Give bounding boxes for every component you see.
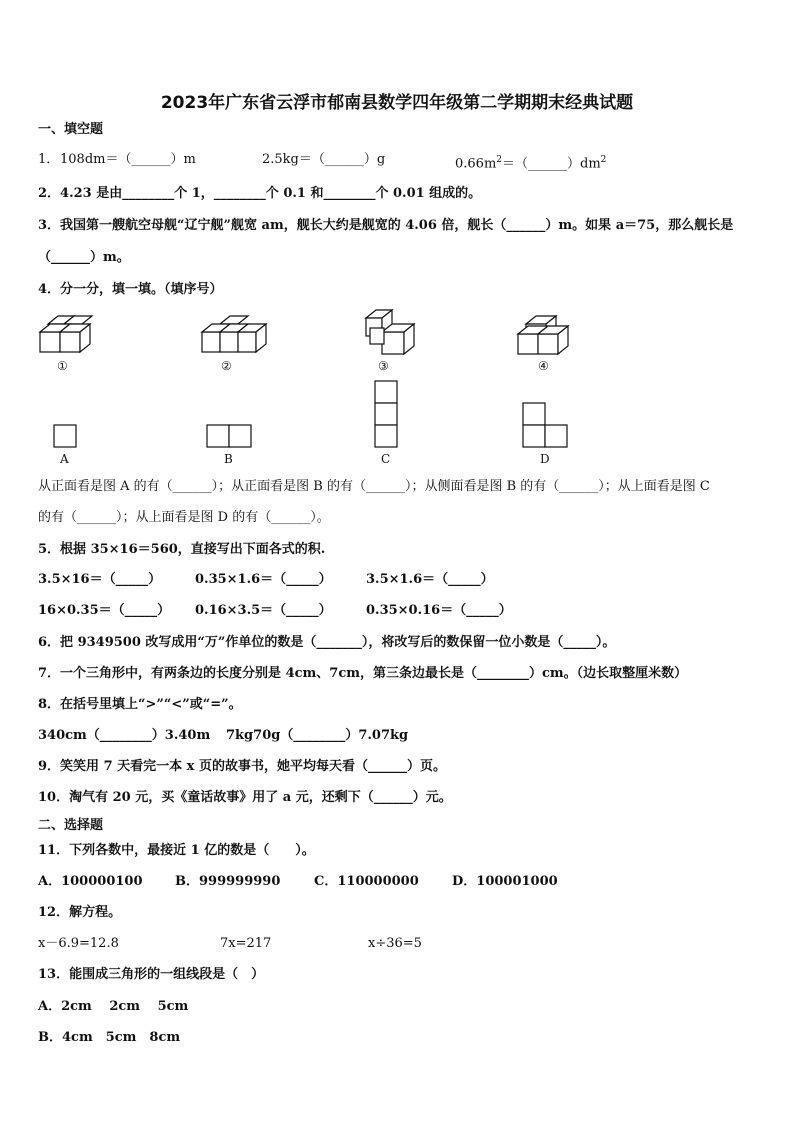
q2-text: 2．4.23 是由________个 1，________个 0.1 和________个 0.01 组成的。 <box>38 186 482 201</box>
solid-4-figure <box>518 316 568 354</box>
q8-prompt: 8．在括号里填上“>”“<”或“=”。 <box>38 697 242 712</box>
solid-4-label: ④ <box>538 359 549 373</box>
solid-2-figure <box>202 316 266 352</box>
q7-text: 7．一个三角形中，有两条边的长度分别是 4cm、7cm，第三条边最长是（________）cm。（边长取整厘米数） <box>38 666 688 681</box>
q5-item: 0.35×1.6＝（_____） <box>195 572 332 587</box>
q1-c-exponent: 2 <box>496 155 503 165</box>
section-fill-in: 一、填空题 <box>38 122 104 137</box>
section-choice: 二、选择题 <box>38 818 104 833</box>
view-d-figure <box>523 403 567 447</box>
q8-item: 7kg70g（________）7.07kg <box>226 728 409 743</box>
view-a-figure <box>54 425 76 447</box>
q11-option-b: B．999999990 <box>175 874 281 889</box>
q12-prompt: 12．解方程。 <box>38 905 122 920</box>
q9-text: 9．笑笑用 7 天看完一本 x 页的故事书，她平均每天看（______）页。 <box>38 759 446 774</box>
q5-prompt: 5．根据 35×16＝560，直接写出下面各式的积. <box>38 542 326 557</box>
q5-item: 0.16×3.5＝（_____） <box>195 603 332 618</box>
q11-option-d: D．100001000 <box>452 874 558 889</box>
q10-text: 10．淘气有 20 元，买《童话故事》用了 a 元，还剩下（______）元。 <box>38 790 452 805</box>
q3-line-2: （______）m。 <box>38 250 130 265</box>
q11-option-c: C．110000000 <box>314 874 419 889</box>
q4-answer-line-1: 从正面看是图 A 的有（______）；从正面看是图 B 的有（______）；从侧面看是图 B 的有（______）；从上面看是图 C <box>38 479 710 494</box>
q1-c-blank: ＝（______）dm <box>502 156 601 172</box>
solid-2-label: ② <box>221 359 232 373</box>
page-title: 2023年广东省云浮市郁南县数学四年级第二学期期末经典试题 <box>160 93 634 113</box>
q1-part-a: 108dm＝（______）m <box>60 152 196 167</box>
view-b-label: B <box>224 452 233 466</box>
solid-3-label: ③ <box>378 359 389 373</box>
solid-3-figure <box>366 310 414 354</box>
q1-number: 1． <box>38 152 60 167</box>
view-d-label: D <box>540 452 550 466</box>
q13-option-a: A．2cm 2cm 5cm <box>38 999 189 1014</box>
q11-prompt: 11．下列各数中，最接近 1 亿的数是（ ）。 <box>38 843 315 858</box>
q1-c-value: 0.66m <box>455 156 497 172</box>
view-c-label: C <box>381 452 391 466</box>
q5-item: 16×0.35＝（_____） <box>38 603 171 618</box>
q5-item: 3.5×1.6＝（_____） <box>366 572 494 587</box>
q1-part-b: 2.5kg＝（______）g <box>262 152 386 167</box>
view-c-figure <box>375 381 397 447</box>
q4-answer-line-2: 的有（______）；从上面看是图 D 的有（______）。 <box>38 510 330 525</box>
q8-item: 340cm（________）3.40m <box>38 728 211 743</box>
q5-item: 3.5×16＝（_____） <box>38 572 162 587</box>
q13-option-b: B．4cm 5cm 8cm <box>38 1030 181 1045</box>
solid-1-label: ① <box>57 359 68 373</box>
q12-equation: x÷36=5 <box>368 936 422 951</box>
q4-figures <box>0 0 794 470</box>
q4-prompt: 4．分一分，填一填。（填序号） <box>38 282 223 297</box>
q5-item: 0.35×0.16＝（_____） <box>366 603 512 618</box>
view-b-figure <box>207 425 251 447</box>
q3-line-1: 3．我国第一艘航空母舰“辽宁舰”舰宽 am，舰长大约是舰宽的 4.06 倍，舰长（______）m。如果 a＝75，那么舰长是 <box>38 218 734 233</box>
view-a-label: A <box>60 452 69 466</box>
q12-equation: x－6.9=12.8 <box>38 936 119 951</box>
q6-text: 6．把 9349500 改写成用“万”作单位的数是（_______），将改写后的数保留一位小数是（_____）。 <box>38 635 616 650</box>
solid-1-figure <box>40 316 92 352</box>
q13-prompt: 13．能围成三角形的一组线段是（ ） <box>38 967 265 982</box>
q1-c-exponent-2: 2 <box>600 155 607 165</box>
q11-option-a: A．100000100 <box>38 874 143 889</box>
q12-equation: 7x=217 <box>220 936 272 951</box>
